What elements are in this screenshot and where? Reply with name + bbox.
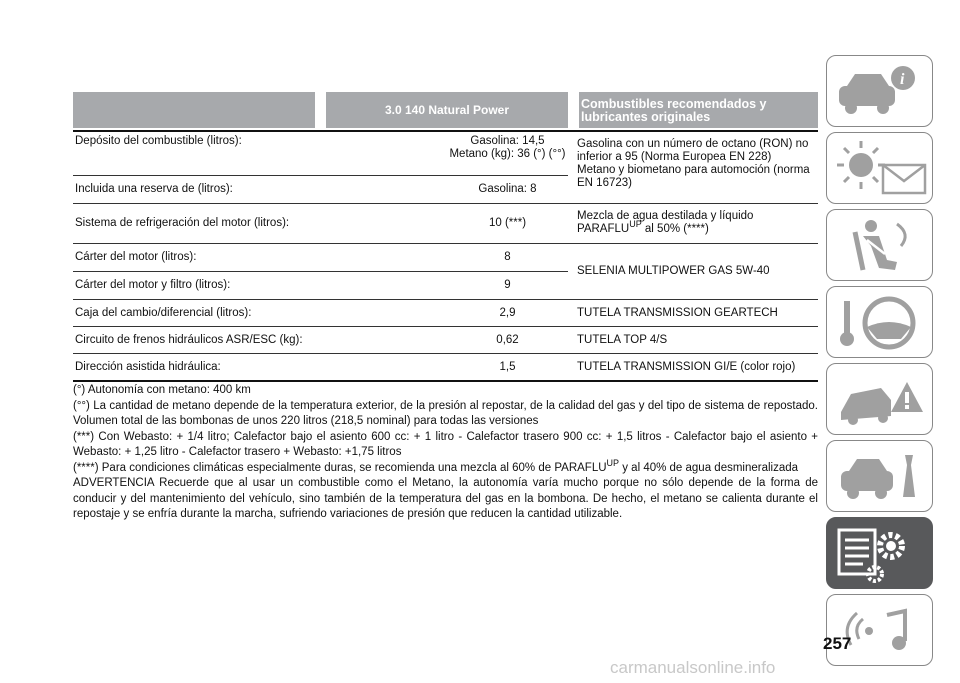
row-label: Cárter del motor y filtro (litros): <box>73 272 337 300</box>
row-value: 9 <box>337 272 568 300</box>
header-recommended: Combustibles recomendados y lubricantes originales <box>579 92 818 128</box>
steering-key-icon <box>827 287 933 358</box>
watermark: carmanualsonline.info <box>610 658 776 677</box>
table-body <box>73 132 818 382</box>
row-value: 0,62 <box>337 327 568 354</box>
tab-starting-driving[interactable] <box>826 286 933 358</box>
value-line: Gasolina: 14,5 <box>470 135 545 147</box>
note-methane-quantity: (°°) La cantidad de metano depende de la temperatura exterior, de la presión al repostar, de la calidad del gas y del tipo de sistema de repostado. Volumen total de las bombonas de unos 220 litros (218,5 nominal) para todas las versiones <box>73 399 818 427</box>
row-label: Sistema de refrigeración del motor (litros): <box>73 204 337 244</box>
tab-multimedia[interactable] <box>826 594 933 666</box>
tab-emergency[interactable] <box>826 363 933 435</box>
note-coolant-superscript: UP <box>606 457 620 468</box>
value-line: Metano (kg): 36 (°) (°°) <box>449 148 566 160</box>
emergency-car-icon <box>827 364 933 435</box>
coolant-cell <box>568 204 818 244</box>
coolant-ratio: al 50% (****) <box>641 223 709 235</box>
tab-car-info[interactable] <box>826 55 933 127</box>
footnotes <box>73 383 818 523</box>
car-service-icon <box>827 441 933 512</box>
row-label: Incluida una reserva de (litros): <box>73 176 337 204</box>
row-value: 1,5 <box>337 354 568 382</box>
note-coolant <box>73 457 818 477</box>
row-label: Caja del cambio/diferencial (litros): <box>73 300 337 327</box>
note-heater: (***) Con Webasto: + 1/4 litro; Calefactor bajo el asiento 600 cc: + 1 litro - Calefactor trasero 900 cc: + 1,5 litros - Calefactor bajo el asiento + Webasto: + 1,25 litro - Calefactor trasero + Webasto: +1,75 litros <box>73 430 818 458</box>
note-warning: ADVERTENCIA Recuerde que al usar un combustible como el Metano, la autonomía varía mucho porque no sólo depende de la forma de conducir y del mantenimiento del vehículo, sino también de la temperatura del gas en la bombona. De hecho, el metano se calienta durante el repostaje y se enfría durante la marcha, sufriendo variaciones de presión que reducen la cantidad utilizable. <box>73 477 818 520</box>
oil-cell: SELENIA MULTIPOWER GAS 5W-40 <box>568 244 818 300</box>
coolant-superscript: UP <box>629 219 642 230</box>
warning-lights-icon <box>827 133 933 204</box>
row-label: Depósito del combustible (litros): <box>73 132 337 176</box>
svg-text:i: i <box>900 71 905 88</box>
note-methane-range: (°) Autonomía con metano: 400 km <box>73 384 251 396</box>
row-value <box>337 132 568 176</box>
brake-cell: TUTELA TOP 4/S <box>568 327 818 354</box>
car-info-icon <box>827 56 933 127</box>
row-value: 2,9 <box>337 300 568 327</box>
table-header <box>73 92 818 128</box>
row-value: 8 <box>337 244 568 272</box>
header-blank <box>73 92 315 128</box>
row-label: Dirección asistida hidráulica: <box>73 354 337 382</box>
fuel-text: Metano y biometano para automoción (norma EN 16723) <box>577 164 810 189</box>
note-coolant-text-end: y al 40% de agua desmineralizada <box>619 461 799 474</box>
tab-maintenance[interactable] <box>826 440 933 512</box>
row-value: 10 (***) <box>337 204 568 244</box>
row-value: Gasolina: 8 <box>337 176 568 204</box>
technical-data-icon <box>827 518 933 589</box>
row-label: Cárter del motor (litros): <box>73 244 337 272</box>
tab-warning-lights[interactable] <box>826 132 933 204</box>
multimedia-icon <box>827 595 933 666</box>
header-version: 3.0 140 Natural Power <box>326 92 568 128</box>
coolant-text-line <box>577 219 818 236</box>
specs-table <box>73 92 818 382</box>
steering-cell: TUTELA TRANSMISSION GI/E (color rojo) <box>568 354 818 382</box>
fuel-cell <box>568 132 818 204</box>
note-coolant-text: (****) Para condiciones climáticas especialmente duras, se recomienda una mezcla al 60% de PARAFLU <box>73 461 607 474</box>
fuel-text: Gasolina con un número de octano (RON) no inferior a 95 (Norma Europea EN 228) <box>577 138 809 163</box>
row-label: Circuito de frenos hidráulicos ASR/ESC (kg): <box>73 327 337 354</box>
coolant-text: Mezcla de agua destilada y líquido <box>577 210 754 222</box>
page-number: 257 <box>823 634 852 653</box>
airbag-seat-icon <box>827 210 933 281</box>
tab-technical-data[interactable] <box>826 517 933 589</box>
gearbox-cell: TUTELA TRANSMISSION GEARTECH <box>568 300 818 327</box>
tab-safety[interactable] <box>826 209 933 281</box>
coolant-brand: PARAFLU <box>577 223 630 235</box>
